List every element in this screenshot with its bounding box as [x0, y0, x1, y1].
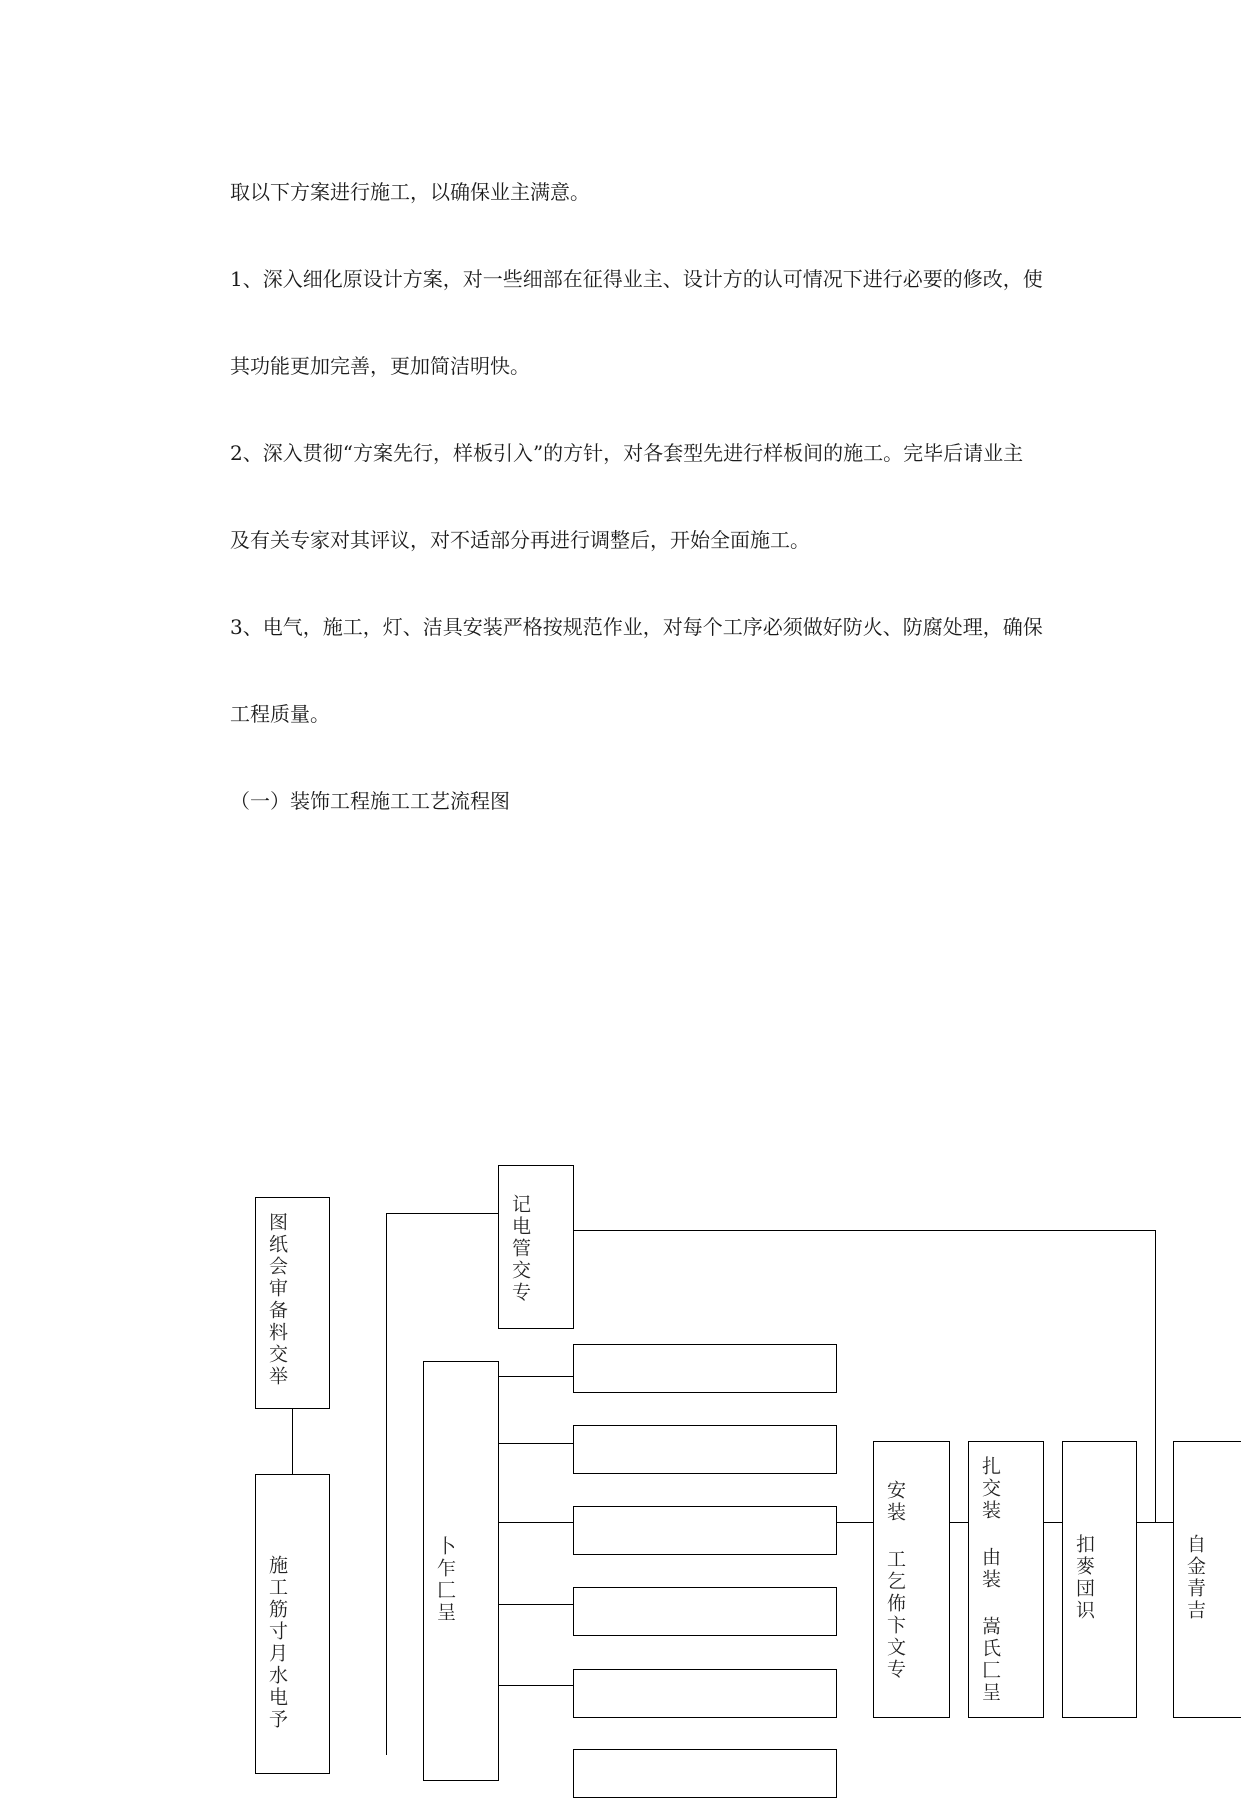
connector-branch-2 [498, 1443, 574, 1444]
connector-drawings-to-construction [292, 1408, 293, 1475]
box-hydro-electric [498, 1165, 574, 1329]
box-check [968, 1441, 1044, 1718]
paragraph-intro: 取以下方案进行施工，以确保业主满意。 [230, 180, 590, 204]
connector-mid-to-install [836, 1522, 874, 1523]
box-subtask-6[interactable] [573, 1749, 837, 1798]
box-clean [1062, 1441, 1137, 1718]
box-construction [255, 1474, 330, 1774]
box-hydro-electric-label: 记电管交专 [509, 1194, 531, 1304]
connector-branch-4 [498, 1604, 574, 1605]
paragraph-item-1-line-1: 1、深入细化原设计方案，对一些细部在征得业主、设计方的认可情况下进行必要的修改，使 [230, 267, 1043, 291]
box-subtask-1[interactable] [573, 1344, 837, 1393]
box-final-acceptance-label: 自金青吉 [1184, 1534, 1206, 1622]
box-main-works [423, 1361, 499, 1781]
box-install [873, 1441, 950, 1718]
box-install-label: 安装 工乞佈卞文专 [884, 1480, 906, 1681]
connector-check-to-clean [1043, 1522, 1063, 1523]
connector-left-trunk [386, 1213, 387, 1755]
paragraph-item-2-line-1: 2、深入贯彻“方案先行，样板引入”的方针，对各套型先进行样板间的施工。完毕后请业主 [230, 441, 1024, 465]
box-drawings-review-label: 图纸会审备料交举 [266, 1212, 288, 1388]
box-subtask-4[interactable] [573, 1587, 837, 1636]
connector-left-to-hydro [386, 1213, 499, 1214]
paragraph-item-2-line-2: 及有关专家对其评议，对不适部分再进行调整后，开始全面施工。 [230, 528, 810, 552]
box-subtask-2[interactable] [573, 1425, 837, 1474]
box-construction-label: 施工筋寸月水电予 [266, 1555, 288, 1731]
connector-hydro-to-right [573, 1230, 1155, 1231]
box-subtask-3[interactable] [573, 1506, 837, 1555]
box-clean-label: 扣麥団识 [1073, 1534, 1095, 1622]
box-final-acceptance [1173, 1441, 1241, 1718]
box-check-label: 扎交装 由装 嵩氏匚呈 [979, 1456, 1001, 1704]
paragraph-item-3-line-1: 3、电气，施工，灯、洁具安装严格按规范作业，对每个工序必须做好防火、防腐处理，确保 [230, 615, 1043, 639]
section-heading: （一）装饰工程施工工艺流程图 [230, 789, 510, 813]
box-drawings-review [255, 1197, 330, 1409]
connector-install-to-check [949, 1522, 969, 1523]
connector-branch-1 [498, 1376, 574, 1377]
connector-clean-to-final [1136, 1522, 1174, 1523]
paragraph-item-1-line-2: 其功能更加完善，更加简洁明快。 [230, 354, 530, 378]
box-subtask-5[interactable] [573, 1669, 837, 1718]
connector-right-trunk [1155, 1230, 1156, 1523]
paragraph-item-3-line-2: 工程质量。 [230, 702, 330, 726]
connector-branch-3 [498, 1522, 574, 1523]
box-main-works-label: 卜乍匚呈 [434, 1536, 456, 1624]
connector-branch-5 [498, 1685, 574, 1686]
